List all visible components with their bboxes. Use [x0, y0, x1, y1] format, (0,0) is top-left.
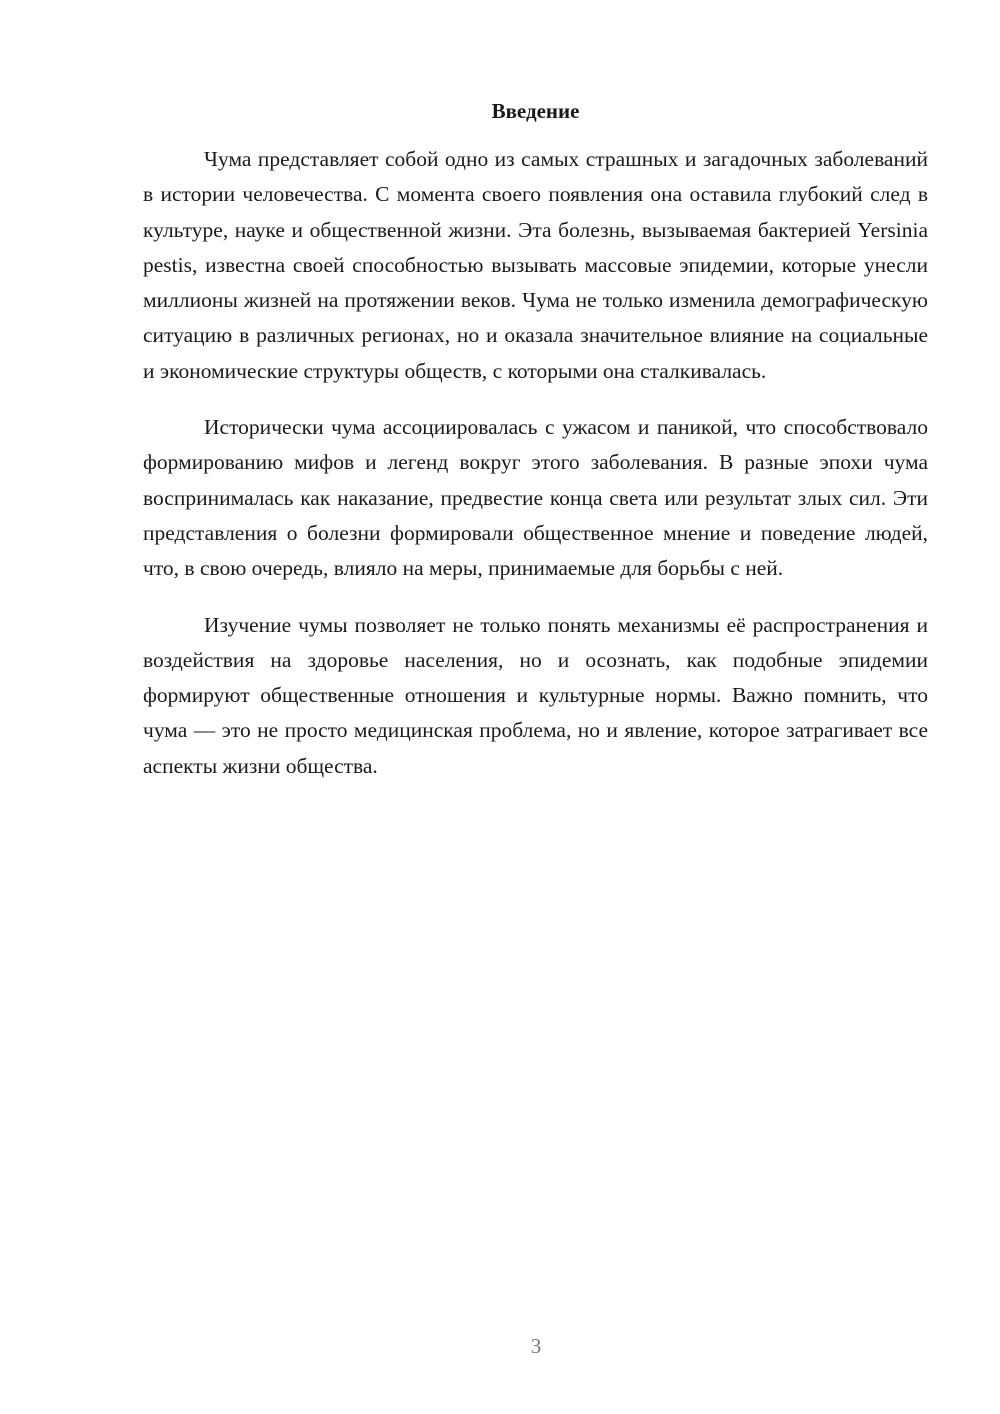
paragraph-1: Чума представляет собой одно из самых страшных и загадочных заболеваний в истории человечества. С момента своего появления она оставила глубокий след в культуре, науке и общественной жизни. Эта болезнь, вызываемая бактерией Yersinia pestis, известна своей способностью вызывать массовые эпидемии, которые унесли миллионы жизней на протяжении веков. Чума не только изменила демографическую ситуацию в различных регионах, но и оказала значительное влияние на социальные и экономические структуры обществ, с которыми она сталкивалась. — [143, 147, 928, 383]
paragraph-2: Исторически чума ассоциировалась с ужасом и паникой, что способствовало формированию мифов и легенд вокруг этого заболевания. В разные эпохи чума воспринималась как наказание, предвестие конца света или результат злых сил. Эти представления о болезни формировали общественное мнение и поведение людей, что, в свою очередь, влияло на меры, принимаемые для борьбы с ней. — [143, 415, 928, 581]
section-title: Введение — [491, 99, 580, 123]
paragraph-3: Изучение чумы позволяет не только понять механизмы её распространения и воздействия на здоровье населения, но и осознать, как подобные эпидемии формируют общественные отношения и культурные нормы. Важно помнить, что чума — это не просто медицинская проблема, но и явление, которое затрагивает все аспекты жизни общества. — [143, 612, 928, 778]
document-body — [143, 142, 928, 805]
page-number: 3 — [530, 1334, 542, 1358]
